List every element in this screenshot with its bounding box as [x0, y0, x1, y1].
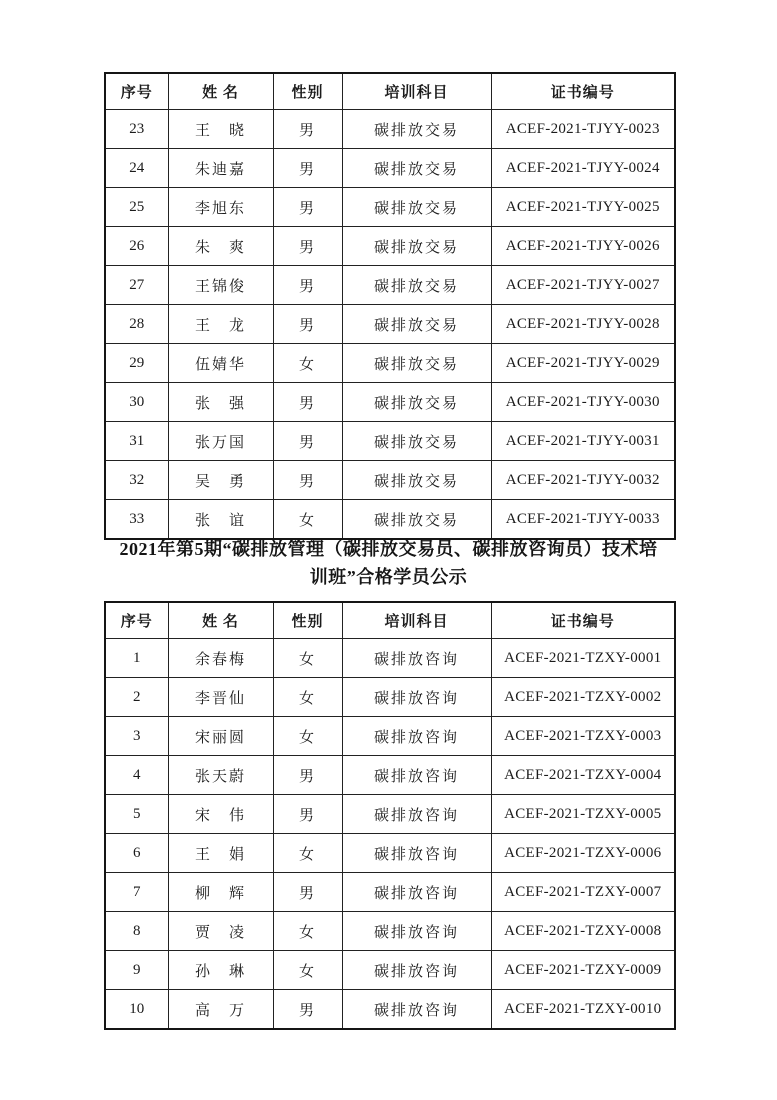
gender-cell: 女: [273, 834, 342, 873]
certificate-number-cell: ACEF-2021-TJYY-0033: [491, 500, 675, 540]
name-cell: 伍婧华: [168, 344, 273, 383]
subject-cell: 碳排放交易: [342, 266, 491, 305]
subject-cell: 碳排放交易: [342, 188, 491, 227]
certificate-number-cell: ACEF-2021-TJYY-0029: [491, 344, 675, 383]
subject-cell: 碳排放交易: [342, 305, 491, 344]
name-cell: 高 万: [168, 990, 273, 1030]
table-row: [105, 639, 675, 678]
subject-cell: 碳排放交易: [342, 149, 491, 188]
seq-cell: 28: [105, 305, 168, 344]
subject-cell: 碳排放咨询: [342, 639, 491, 678]
table-row: [105, 834, 675, 873]
seq-cell: 31: [105, 422, 168, 461]
certificate-number-cell: ACEF-2021-TJYY-0031: [491, 422, 675, 461]
subject-cell: 碳排放交易: [342, 227, 491, 266]
name-cell: 宋 伟: [168, 795, 273, 834]
certificate-number-cell: ACEF-2021-TJYY-0028: [491, 305, 675, 344]
gender-cell: 男: [273, 383, 342, 422]
header-name: 姓 名: [168, 73, 273, 110]
table-row: [105, 951, 675, 990]
header-seq: 序号: [105, 73, 168, 110]
gender-cell: 男: [273, 795, 342, 834]
name-cell: 王 娟: [168, 834, 273, 873]
certificate-number-cell: ACEF-2021-TJYY-0026: [491, 227, 675, 266]
certificate-number-cell: ACEF-2021-TZXY-0003: [491, 717, 675, 756]
table-header-row: [105, 602, 675, 639]
subject-cell: 碳排放咨询: [342, 990, 491, 1030]
table-row: [105, 149, 675, 188]
header-gender: 性别: [273, 602, 342, 639]
table-row: [105, 678, 675, 717]
certificate-number-cell: ACEF-2021-TZXY-0009: [491, 951, 675, 990]
certificate-table-tjyy: [104, 72, 676, 540]
seq-cell: 26: [105, 227, 168, 266]
header-seq: 序号: [105, 602, 168, 639]
table-row: [105, 990, 675, 1030]
seq-cell: 32: [105, 461, 168, 500]
certificate-number-cell: ACEF-2021-TZXY-0007: [491, 873, 675, 912]
seq-cell: 33: [105, 500, 168, 540]
subject-cell: 碳排放交易: [342, 344, 491, 383]
table-row: [105, 344, 675, 383]
seq-cell: 29: [105, 344, 168, 383]
seq-cell: 10: [105, 990, 168, 1030]
table-row: [105, 795, 675, 834]
seq-cell: 9: [105, 951, 168, 990]
gender-cell: 男: [273, 266, 342, 305]
header-subject: 培训科目: [342, 73, 491, 110]
name-cell: 吴 勇: [168, 461, 273, 500]
gender-cell: 男: [273, 461, 342, 500]
seq-cell: 4: [105, 756, 168, 795]
subject-cell: 碳排放交易: [342, 383, 491, 422]
name-cell: 朱迪嘉: [168, 149, 273, 188]
name-cell: 王锦俊: [168, 266, 273, 305]
gender-cell: 女: [273, 344, 342, 383]
certificate-number-cell: ACEF-2021-TZXY-0001: [491, 639, 675, 678]
name-cell: 朱 爽: [168, 227, 273, 266]
table-row: [105, 422, 675, 461]
name-cell: 贾 凌: [168, 912, 273, 951]
gender-cell: 男: [273, 873, 342, 912]
seq-cell: 1: [105, 639, 168, 678]
table-row: [105, 188, 675, 227]
certificate-number-cell: ACEF-2021-TZXY-0005: [491, 795, 675, 834]
announcement-title-line2: 训班”合格学员公示: [309, 567, 468, 587]
seq-cell: 3: [105, 717, 168, 756]
certificate-number-cell: ACEF-2021-TZXY-0008: [491, 912, 675, 951]
subject-cell: 碳排放交易: [342, 500, 491, 540]
table-row: [105, 500, 675, 540]
name-cell: 张天蔚: [168, 756, 273, 795]
subject-cell: 碳排放咨询: [342, 678, 491, 717]
header-gender: 性别: [273, 73, 342, 110]
gender-cell: 女: [273, 639, 342, 678]
gender-cell: 男: [273, 305, 342, 344]
announcement-title-line1: 2021年第5期“碳排放管理（碳排放交易员、碳排放咨询员）技术培: [119, 539, 658, 559]
header-name: 姓 名: [168, 602, 273, 639]
subject-cell: 碳排放交易: [342, 461, 491, 500]
certificate-table-tzxy: [104, 601, 676, 1030]
seq-cell: 5: [105, 795, 168, 834]
table-row: [105, 461, 675, 500]
name-cell: 王 晓: [168, 110, 273, 149]
certificate-number-cell: ACEF-2021-TZXY-0010: [491, 990, 675, 1030]
gender-cell: 男: [273, 188, 342, 227]
seq-cell: 23: [105, 110, 168, 149]
certificate-number-cell: ACEF-2021-TZXY-0006: [491, 834, 675, 873]
seq-cell: 27: [105, 266, 168, 305]
gender-cell: 男: [273, 990, 342, 1030]
seq-cell: 2: [105, 678, 168, 717]
certificate-number-cell: ACEF-2021-TZXY-0004: [491, 756, 675, 795]
header-cert-number: 证书编号: [491, 602, 675, 639]
name-cell: 柳 辉: [168, 873, 273, 912]
table-row: [105, 912, 675, 951]
name-cell: 王 龙: [168, 305, 273, 344]
header-cert-number: 证书编号: [491, 73, 675, 110]
header-subject: 培训科目: [342, 602, 491, 639]
table-row: [105, 305, 675, 344]
table-row: [105, 756, 675, 795]
gender-cell: 女: [273, 951, 342, 990]
table-row: [105, 383, 675, 422]
subject-cell: 碳排放咨询: [342, 873, 491, 912]
gender-cell: 女: [273, 717, 342, 756]
certificate-number-cell: ACEF-2021-TJYY-0025: [491, 188, 675, 227]
certificate-number-cell: ACEF-2021-TZXY-0002: [491, 678, 675, 717]
gender-cell: 男: [273, 110, 342, 149]
gender-cell: 女: [273, 500, 342, 540]
table-row: [105, 717, 675, 756]
subject-cell: 碳排放交易: [342, 110, 491, 149]
subject-cell: 碳排放咨询: [342, 912, 491, 951]
table-row: [105, 266, 675, 305]
gender-cell: 女: [273, 912, 342, 951]
table-row: [105, 110, 675, 149]
seq-cell: 7: [105, 873, 168, 912]
seq-cell: 30: [105, 383, 168, 422]
seq-cell: 8: [105, 912, 168, 951]
name-cell: 张 强: [168, 383, 273, 422]
gender-cell: 女: [273, 678, 342, 717]
name-cell: 李旭东: [168, 188, 273, 227]
certificate-number-cell: ACEF-2021-TJYY-0030: [491, 383, 675, 422]
gender-cell: 男: [273, 422, 342, 461]
gender-cell: 男: [273, 227, 342, 266]
name-cell: 孙 琳: [168, 951, 273, 990]
gender-cell: 男: [273, 149, 342, 188]
subject-cell: 碳排放咨询: [342, 951, 491, 990]
announcement-title: [0, 535, 777, 591]
certificate-number-cell: ACEF-2021-TJYY-0027: [491, 266, 675, 305]
table-row: [105, 873, 675, 912]
certificate-number-cell: ACEF-2021-TJYY-0023: [491, 110, 675, 149]
seq-cell: 25: [105, 188, 168, 227]
name-cell: 宋丽圆: [168, 717, 273, 756]
certificate-number-cell: ACEF-2021-TJYY-0032: [491, 461, 675, 500]
subject-cell: 碳排放咨询: [342, 834, 491, 873]
seq-cell: 24: [105, 149, 168, 188]
subject-cell: 碳排放咨询: [342, 717, 491, 756]
subject-cell: 碳排放交易: [342, 422, 491, 461]
subject-cell: 碳排放咨询: [342, 756, 491, 795]
seq-cell: 6: [105, 834, 168, 873]
name-cell: 李晋仙: [168, 678, 273, 717]
name-cell: 余春梅: [168, 639, 273, 678]
name-cell: 张万国: [168, 422, 273, 461]
table-row: [105, 227, 675, 266]
name-cell: 张 谊: [168, 500, 273, 540]
gender-cell: 男: [273, 756, 342, 795]
certificate-number-cell: ACEF-2021-TJYY-0024: [491, 149, 675, 188]
subject-cell: 碳排放咨询: [342, 795, 491, 834]
table-header-row: [105, 73, 675, 110]
